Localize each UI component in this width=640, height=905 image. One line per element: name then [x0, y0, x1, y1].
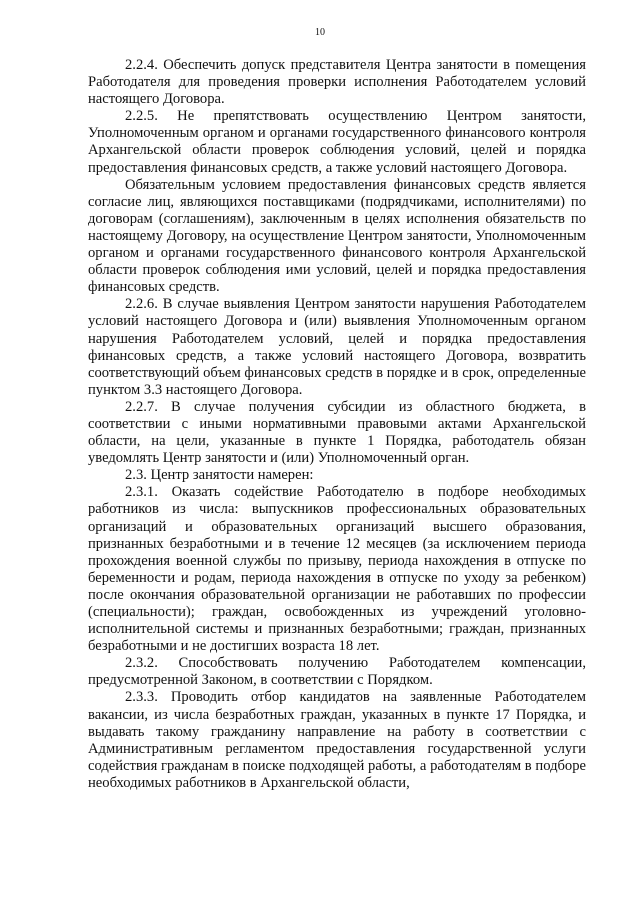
paragraph-2-2-4: 2.2.4. Обеспечить допуск представителя Центра занятости в помещения Работодателя для проведения проверки исполнения Работодателем условий настоящего Договора.	[88, 57, 586, 108]
paragraph-2-3: 2.3. Центр занятости намерен:	[125, 467, 314, 484]
paragraph-2-2-6: 2.2.6. В случае выявления Центром занятости нарушения Работодателем условий настоящего Договора и (или) выявления Уполномоченным органом нарушения Работодателем условий, целей и порядка предоставления финансовых средств, а также условий настоящего Договора, возвратить соответствующий объем финансовых средств в порядке и в срок, определенные пунктом 3.3 настоящего Договора.	[88, 296, 586, 398]
page-number: 10	[315, 27, 325, 38]
paragraph-2-2-5: 2.2.5. Не препятствовать осуществлению Центром занятости, Уполномоченным органом и органами государственного финансового контроля Архангельской области проверок соблюдения условий, целей и порядка предоставления финансовых средств, а также условий настоящего Договора.	[88, 108, 586, 176]
paragraph-mandatory-condition: Обязательным условием предоставления финансовых средств является согласие лиц, являющихся поставщиками (подрядчиками, исполнителями) по договорам (соглашениям), заключенным в целях исполнения обязательств по настоящему Договору, на осуществление Центром занятости, Уполномоченным органом и органами государственного финансового контроля Архангельской области проверок соблюдения ими условий, целей и порядка предоставления финансовых средств.	[88, 176, 586, 296]
paragraph-2-3-2: 2.3.2. Способствовать получению Работодателем компенсации, предусмотренной Законом, в соответствии с Порядком.	[88, 655, 586, 689]
paragraph-2-3-3: 2.3.3. Проводить отбор кандидатов на заявленные Работодателем вакансии, из числа безработных граждан, указанных в пункте 17 Порядка, и выдавать такому гражданину направление на работу в соответствии с Административным регламентом предоставления государственной услуги содействия гражданам в поиске подходящей работы, а работодателям в подборе необходимых работников в Архангельской области,	[88, 689, 586, 791]
paragraph-2-2-7: 2.2.7. В случае получения субсидии из областного бюджета, в соответствии с иными нормативными правовыми актами Архангельской области, на цели, указанные в пункте 1 Порядка, работодатель обязан уведомлять Центр занятости и (или) Уполномоченный орган.	[88, 398, 586, 467]
paragraph-2-3-1: 2.3.1. Оказать содействие Работодателю в подборе необходимых работников из числа: выпускников профессиональных образовательных организаций и образовательных организаций высшего образования, признанных безработными и в течение 12 месяцев (за исключением периода прохождения военной службы по призыву, периода нахождения в отпуске по беременности и родам, периода нахождения в отпуске по уходу за ребенком) после окончания образовательной организации не работавших по профессии (специальности); граждан, освобожденных из учреждений уголовно-исполнительной системы и признанных безработными; граждан, признанных безработными и не достигших возраста 18 лет.	[88, 484, 586, 655]
document-body	[88, 57, 586, 792]
